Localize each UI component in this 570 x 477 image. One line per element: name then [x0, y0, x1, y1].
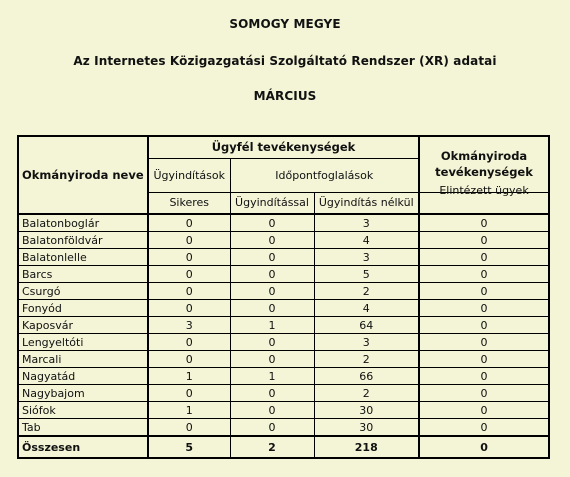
header-with-case-start: Ügyindítással: [230, 192, 314, 214]
header-without-case-start: Ügyindítás nélkül: [314, 192, 419, 214]
value-cell-elintezett: 0: [419, 232, 549, 249]
table-row: [18, 266, 549, 283]
value-cell-ugyinditassal: 0: [230, 300, 314, 317]
value-cell-ugyinditassal: 1: [230, 317, 314, 334]
value-cell-sikeres: 0: [148, 300, 230, 317]
value-cell-sikeres: 0: [148, 419, 230, 437]
total-row: [18, 436, 549, 458]
office-name-cell: Lengyeltóti: [18, 334, 148, 351]
total-cell-sikeres: 5: [148, 436, 230, 458]
office-name-cell: Balatonboglár: [18, 214, 148, 232]
statistics-table: [17, 135, 550, 459]
value-cell-ugyinditassal: 0: [230, 385, 314, 402]
value-cell-ugyinditassal: 0: [230, 402, 314, 419]
value-cell-elintezett: 0: [419, 300, 549, 317]
header-successful: Sikeres: [148, 192, 230, 214]
office-name-cell: Marcali: [18, 351, 148, 368]
value-cell-elintezett: 0: [419, 283, 549, 300]
office-name-cell: Balatonföldvár: [18, 232, 148, 249]
value-cell-sikeres: 0: [148, 232, 230, 249]
value-cell-elintezett: 0: [419, 419, 549, 437]
office-name-cell: Nagybajom: [18, 385, 148, 402]
total-cell-ugyinditassal: 2: [230, 436, 314, 458]
office-name-cell: Csurgó: [18, 283, 148, 300]
office-name-cell: Tab: [18, 419, 148, 437]
value-cell-nelkul: 3: [314, 334, 419, 351]
table-row: [18, 283, 549, 300]
table-row: [18, 351, 549, 368]
value-cell-sikeres: 0: [148, 249, 230, 266]
value-cell-sikeres: 0: [148, 351, 230, 368]
county-title: SOMOGY MEGYE: [229, 17, 341, 31]
value-cell-elintezett: 0: [419, 266, 549, 283]
value-cell-elintezett: 0: [419, 368, 549, 385]
value-cell-sikeres: 0: [148, 266, 230, 283]
report-subtitle: Az Internetes Közigazgatási Szolgáltató Rendszer (XR) adatai: [73, 54, 497, 68]
value-cell-nelkul: 30: [314, 402, 419, 419]
office-name-cell: Fonyód: [18, 300, 148, 317]
table-row: [18, 385, 549, 402]
header-office-name: Okmányiroda neve: [18, 136, 148, 214]
table-row: [18, 214, 549, 232]
office-name-cell: Siófok: [18, 402, 148, 419]
table-row: [18, 368, 549, 385]
value-cell-nelkul: 2: [314, 385, 419, 402]
value-cell-nelkul: 66: [314, 368, 419, 385]
value-cell-elintezett: 0: [419, 249, 549, 266]
value-cell-elintezett: 0: [419, 334, 549, 351]
table-row: [18, 232, 549, 249]
header-client-activities: Ügyfél tevékenységek: [148, 136, 419, 158]
value-cell-sikeres: 0: [148, 283, 230, 300]
value-cell-nelkul: 5: [314, 266, 419, 283]
office-name-cell: Balatonlelle: [18, 249, 148, 266]
value-cell-nelkul: 30: [314, 419, 419, 437]
value-cell-nelkul: 4: [314, 300, 419, 317]
value-cell-nelkul: 2: [314, 283, 419, 300]
value-cell-nelkul: 3: [314, 214, 419, 232]
value-cell-nelkul: 2: [314, 351, 419, 368]
value-cell-ugyinditassal: 0: [230, 249, 314, 266]
value-cell-sikeres: 0: [148, 214, 230, 232]
total-cell-elintezett: 0: [419, 436, 549, 458]
value-cell-sikeres: 0: [148, 334, 230, 351]
value-cell-ugyinditassal: 0: [230, 214, 314, 232]
table-row: [18, 300, 549, 317]
table-row: [18, 317, 549, 334]
value-cell-ugyinditassal: 0: [230, 232, 314, 249]
value-cell-ugyinditassal: 0: [230, 266, 314, 283]
value-cell-ugyinditassal: 0: [230, 283, 314, 300]
table-row: [18, 402, 549, 419]
value-cell-ugyinditassal: 0: [230, 419, 314, 437]
office-name-cell: Nagyatád: [18, 368, 148, 385]
value-cell-sikeres: 1: [148, 402, 230, 419]
value-cell-elintezett: 0: [419, 317, 549, 334]
value-cell-elintezett: 0: [419, 385, 549, 402]
header-office-activities: Okmányiroda tevékenységek: [419, 136, 549, 192]
header-appointments: Időpontfoglalások: [230, 158, 419, 192]
month-title: MÁRCIUS: [253, 89, 317, 103]
value-cell-sikeres: 3: [148, 317, 230, 334]
value-cell-elintezett: 0: [419, 214, 549, 232]
header-completed-cases: Elintézett ügyek: [419, 180, 549, 202]
header-case-starts: Ügyindítások: [148, 158, 230, 192]
value-cell-elintezett: 0: [419, 351, 549, 368]
office-name-cell: Kaposvár: [18, 317, 148, 334]
value-cell-sikeres: 1: [148, 368, 230, 385]
value-cell-nelkul: 3: [314, 249, 419, 266]
office-name-cell: Barcs: [18, 266, 148, 283]
value-cell-ugyinditassal: 0: [230, 334, 314, 351]
value-cell-ugyinditassal: 1: [230, 368, 314, 385]
table-row: [18, 419, 549, 437]
total-label: Összesen: [18, 436, 148, 458]
value-cell-sikeres: 0: [148, 385, 230, 402]
table-row: [18, 334, 549, 351]
value-cell-ugyinditassal: 0: [230, 351, 314, 368]
value-cell-nelkul: 4: [314, 232, 419, 249]
total-cell-nelkul: 218: [314, 436, 419, 458]
value-cell-nelkul: 64: [314, 317, 419, 334]
value-cell-elintezett: 0: [419, 402, 549, 419]
table-row: [18, 249, 549, 266]
